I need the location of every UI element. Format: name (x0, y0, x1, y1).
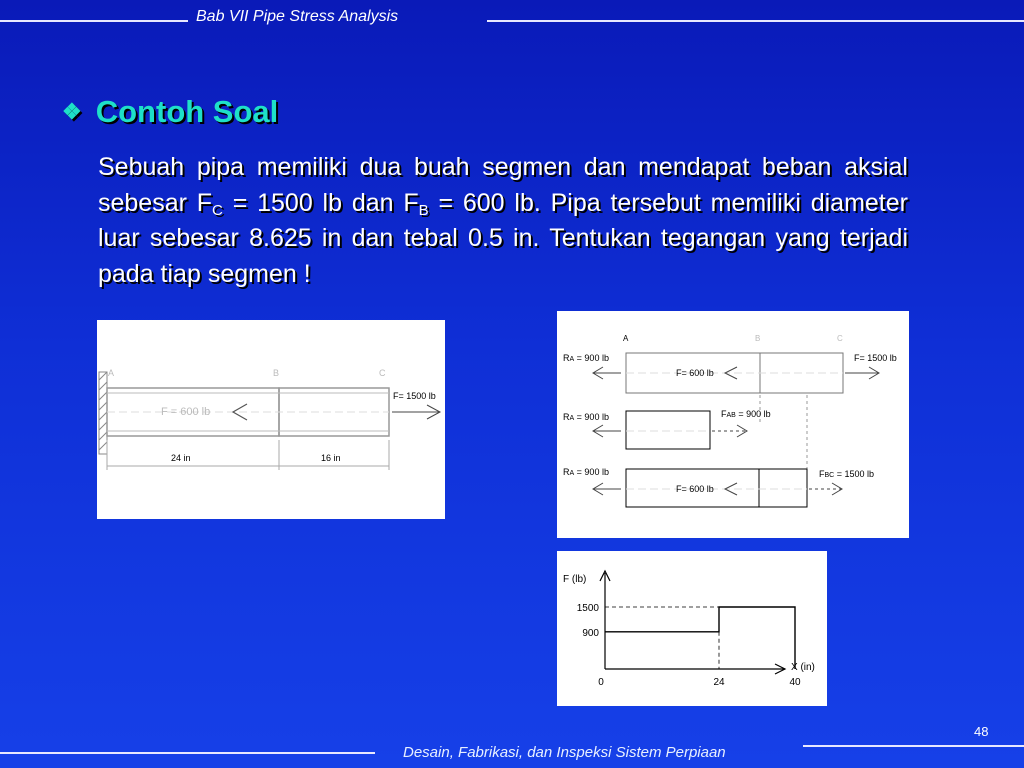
header-rule-left (0, 20, 188, 22)
force-step-line (605, 607, 795, 669)
reaction-label-3: RA = 900 lb (563, 467, 609, 477)
fbd-inner-force-2: F= 600 lb (676, 484, 714, 494)
label-c: C (379, 368, 386, 378)
fbd-label-c: C (837, 334, 843, 343)
label-b: B (273, 368, 280, 378)
y-tick-900: 900 (582, 627, 599, 639)
free-body-diagram (557, 311, 909, 538)
problem-sub-b: B (418, 201, 429, 219)
footer-rule-left (0, 752, 375, 754)
page-number: 48 (974, 724, 989, 739)
x-axis-label: X (in) (791, 662, 815, 673)
pipe-diagram (97, 320, 445, 519)
diamond-bullet-icon: ❖ (62, 99, 82, 124)
dimension-lines (107, 440, 389, 470)
y-axis-label: F (lb) (563, 574, 587, 585)
fbd-label-a: A (623, 334, 629, 343)
header-title: Bab VII Pipe Stress Analysis (196, 8, 399, 25)
inner-force-label: F = 600 lb (161, 406, 211, 418)
fbc-label: FBC = 1500 lb (819, 469, 875, 479)
end-force-label: F= 1500 lb (393, 391, 436, 401)
problem-sub-c: C (212, 201, 223, 219)
problem-statement (98, 150, 908, 292)
force-chart (557, 551, 827, 706)
fbd-label-b: B (755, 334, 761, 343)
fbd-inner-force-1: F= 600 lb (676, 368, 714, 378)
problem-text-2: = 1500 lb dan F (222, 188, 419, 217)
header-rule-right (487, 20, 1024, 22)
reaction-label-1: RA = 900 lb (563, 353, 609, 363)
reaction-label-2: RA = 900 lb (563, 412, 609, 422)
force-chart-panel (557, 551, 827, 706)
problem-text-3: = 600 lb. Pipa tersebut memiliki diameter luar sebesar 8.625 in dan tebal 0.5 in. Tentukan tegangan yang terjadi pada tiap segmen ! (98, 188, 908, 288)
x-tick-0: 0 (598, 677, 604, 688)
y-tick-1500: 1500 (576, 603, 599, 614)
fab-label: FAB = 900 lb (721, 409, 771, 419)
pipe-diagram-svg (97, 320, 445, 519)
dim-24-label: 24 in (171, 453, 191, 463)
fbd-end-force-label: F= 1500 lb (854, 353, 897, 363)
x-tick-24: 24 (713, 677, 725, 688)
heading-text: Contoh Soal (95, 94, 279, 129)
label-a: A (108, 368, 115, 378)
free-body-svg (557, 311, 909, 538)
footer-title: Desain, Fabrikasi, dan Inspeksi Sistem Perpiaan (403, 744, 726, 761)
x-tick-40: 40 (789, 677, 801, 688)
slide-heading (62, 94, 278, 130)
dim-16-label: 16 in (321, 453, 341, 463)
problem-text-1: Sebuah pipa memiliki dua buah segmen dan mendapat beban aksial sebesar F (98, 153, 908, 217)
fbd-cut-ab (626, 411, 710, 449)
footer-rule-right (803, 745, 1024, 747)
